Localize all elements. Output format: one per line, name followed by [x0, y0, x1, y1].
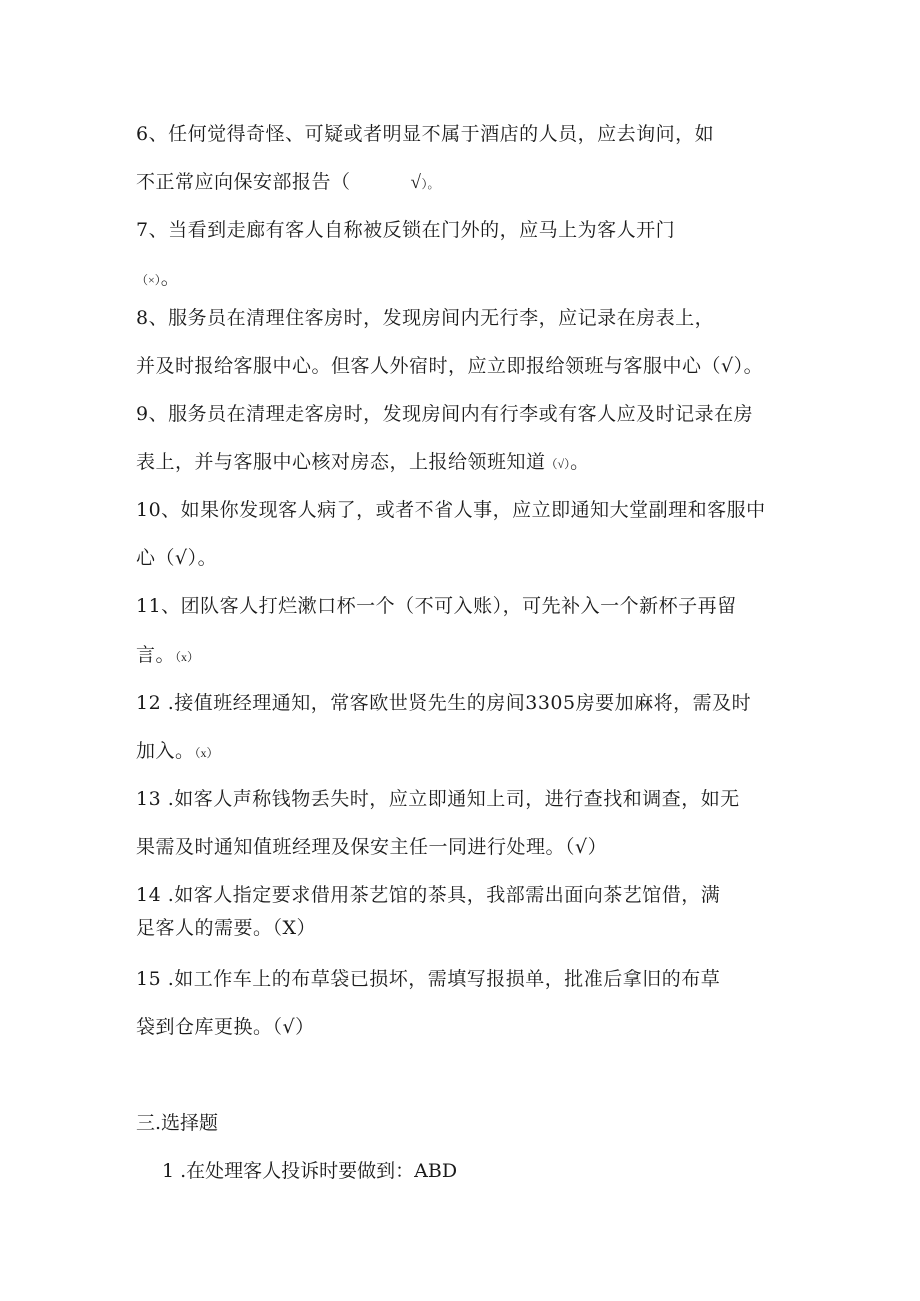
- item-10-line-2: 心（√）。: [136, 547, 218, 569]
- item-9-line-2-end: 。: [570, 451, 590, 473]
- item-14-line-2: 足客人的需要。（X）: [136, 917, 317, 939]
- item-9-answer-mark: （√）: [545, 457, 571, 471]
- item-6-line-2-text: 不正常应向保安部报告（: [136, 171, 351, 193]
- item-11-line-1: 11、团队客人打烂漱口杯一个（不可入账），可先补入一个新杯子再留: [136, 595, 737, 617]
- item-6-answer-mark: √: [410, 172, 422, 193]
- item-12-line-2: [136, 739, 219, 765]
- item-15-line-2: 袋到仓库更换。（√）: [136, 1016, 315, 1038]
- section-title: 三.选择题: [136, 1112, 219, 1134]
- item-13-line-2: 果需及时通知值班经理及保安主任一同进行处理。（√）: [136, 836, 608, 858]
- item-8-line-1: 8、服务员在清理住客房时，发现房间内无行李，应记录在房表上，: [136, 307, 715, 329]
- item-9-line-1: 9、服务员在清理走客房时，发现房间内有行李或有客人应及时记录在房: [136, 403, 754, 425]
- item-6-line-2-end: ）。: [421, 177, 440, 191]
- item-7-line-2: [136, 266, 180, 292]
- item-10-line-1: 10、如果你发现客人病了，或者不省人事，应立即通知大堂副理和客服中: [136, 499, 766, 521]
- item-14-line-1: 14 .如客人指定要求借用茶艺馆的茶具，我部需出面向茶艺馆借，满: [136, 884, 721, 906]
- item-7-answer-mark: （×）: [136, 273, 161, 287]
- item-8-line-2: 并及时报给客服中心。但客人外宿时，应立即报给领班与客服中心（√）。: [136, 355, 764, 377]
- item-9-line-2: [136, 450, 590, 476]
- item-12-answer-mark: （x）: [194, 746, 219, 760]
- item-6-line-1: 6、任何觉得奇怪、可疑或者明显不属于酒店的人员，应去询问，如: [136, 123, 715, 145]
- item-12-line-1: 12 .接值班经理通知，常客欧世贤先生的房间3305房要加麻将，需及时: [136, 692, 752, 714]
- item-12-line-2-text: 加入。: [136, 740, 195, 762]
- choice-question-1: 1 .在处理客人投诉时要做到：ABD: [162, 1160, 458, 1182]
- item-11-line-2: [136, 643, 199, 669]
- item-9-line-2-text: 表上，并与客服中心核对房态，上报给领班知道: [136, 451, 546, 473]
- item-13-line-1: 13 .如客人声称钱物丢失时，应立即通知上司，进行查找和调查，如无: [136, 788, 740, 810]
- item-7-line-1: 7、当看到走廊有客人自称被反锁在门外的，应马上为客人开门: [136, 219, 676, 241]
- item-11-answer-mark: （x）: [175, 650, 200, 664]
- item-7-line-2-end: 。: [160, 267, 181, 289]
- item-6-line-2: [136, 170, 439, 196]
- item-15-line-1: 15 .如工作车上的布草袋已损坏，需填写报损单，批准后拿旧的布草: [136, 968, 721, 990]
- item-11-line-2-text: 言。: [136, 644, 176, 666]
